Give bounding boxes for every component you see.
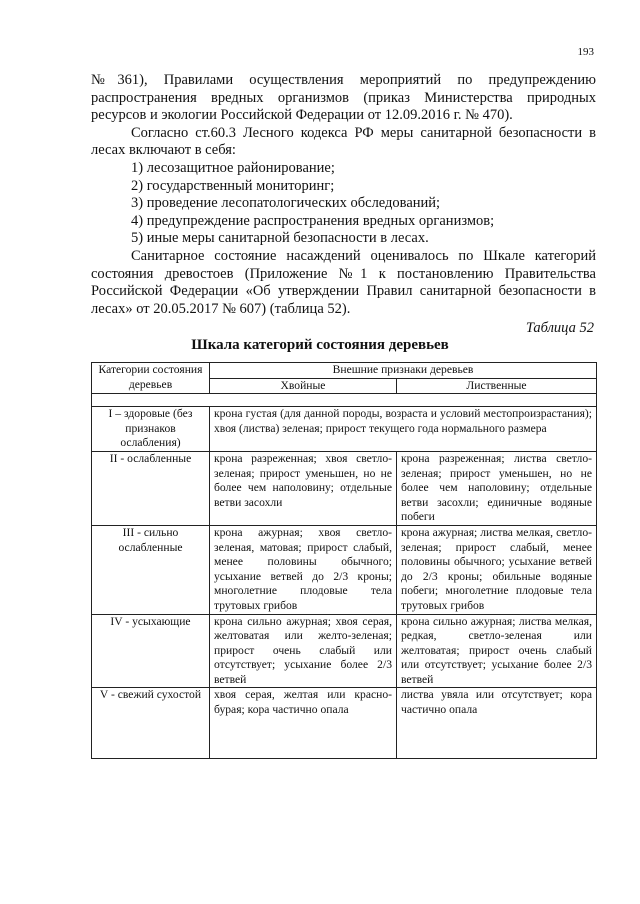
category-cell: II - ослабленные <box>92 451 210 525</box>
table-row <box>92 614 597 688</box>
condition-scale-table <box>91 362 597 759</box>
paragraph: Согласно ст.60.3 Лесного кодекса РФ меры санитарной безопасности в лесах включают в себя: <box>91 124 596 159</box>
table-row <box>92 451 597 525</box>
table-row <box>92 688 597 759</box>
header-conifer: Хвойные <box>210 378 397 394</box>
category-cell: IV - усыхающие <box>92 614 210 688</box>
signs-merged-cell: крона густая (для данной породы, возраста и условий местопроизрастания); хвоя (листва) зеленая; прирост текущего года нормального размера <box>210 407 597 452</box>
empty-cell <box>92 394 597 407</box>
deciduous-cell: крона ажурная; листва мелкая, светло-зеленая; прирост слабый, менее половины обычного; усыхание ветвей до 2/3 кроны; обильные водяные побеги; многолетние плодовые тела трутовых грибов <box>397 525 597 614</box>
category-cell: I – здоровые (без признаков ослабления) <box>92 407 210 452</box>
conifer-cell: хвоя серая, желтая или красно-бурая; кора частично опала <box>210 688 397 759</box>
deciduous-cell: листва увяла или отсутствует; кора частично опала <box>397 688 597 759</box>
deciduous-cell: крона разреженная; листва светло-зеленая; прирост уменьшен, но не более чем наполовину; отдельные ветви засохли; единичные водяные побеги <box>397 451 597 525</box>
header-deciduous: Лиственные <box>397 378 597 394</box>
conifer-cell: крона разреженная; хвоя светло-зеленая; прирост уменьшен, но не более чем наполовину; отдельные ветви засохли <box>210 451 397 525</box>
table-header-row <box>92 363 597 379</box>
list-item: 3) проведение лесопатологических обследований; <box>131 195 441 212</box>
list-item: 4) предупреждение распространения вредных организмов; <box>131 212 495 229</box>
paragraph: Санитарное состояние насаждений оценивалось по Шкале категорий состояния древостоев (Приложение №1 к постановлению Правительства Российской Федерации «Об утверждении Правил санитарной безопасности в лесах» от 20.05.2017 № 607) (таблица 52). <box>91 247 596 317</box>
conifer-cell: крона сильно ажурная; хвоя серая, желтоватая или желто-зеленая; прирост очень слабый или отсутствует; усыхание более 2/3 ветвей <box>210 614 397 688</box>
list-item: 5) иные меры санитарной безопасности в лесах. <box>131 230 429 247</box>
table-title: Шкала категорий состояния деревьев <box>191 337 449 353</box>
paragraph: №361), Правилами осуществления мероприятий по предупреждению распространения вредных организмов (приказ Министерства природных ресурсов и экологии Российской Федерации от 12.09.2016 г. № 470). <box>91 72 596 124</box>
category-cell: III - сильно ослабленные <box>92 525 210 614</box>
table-row <box>92 407 597 452</box>
header-signs: Внешние признаки деревьев <box>210 363 597 379</box>
list-item: 1) лесозащитное районирование; <box>131 159 335 176</box>
list-item: 2) государственный мониторинг; <box>131 177 335 194</box>
table-spacer-row <box>92 394 597 407</box>
table-row <box>92 525 597 614</box>
header-category: Категории состояния деревьев <box>92 363 210 394</box>
table-caption: Таблица 52 <box>525 320 594 336</box>
category-cell: V - свежий сухостой <box>92 688 210 759</box>
body-text <box>91 72 596 318</box>
page-number: 193 <box>577 46 594 58</box>
deciduous-cell: крона сильно ажурная; листва мелкая, редкая, светло-зеленая или желтоватая; прирост очень слабый или отсутствует; усыхание более 2/3 ветвей <box>397 614 597 688</box>
conifer-cell: крона ажурная; хвоя светло-зеленая, матовая; прирост слабый, менее половины обычного; усыхание ветвей до 2/3 кроны; многолетние плодовые тела трутовых грибов <box>210 525 397 614</box>
